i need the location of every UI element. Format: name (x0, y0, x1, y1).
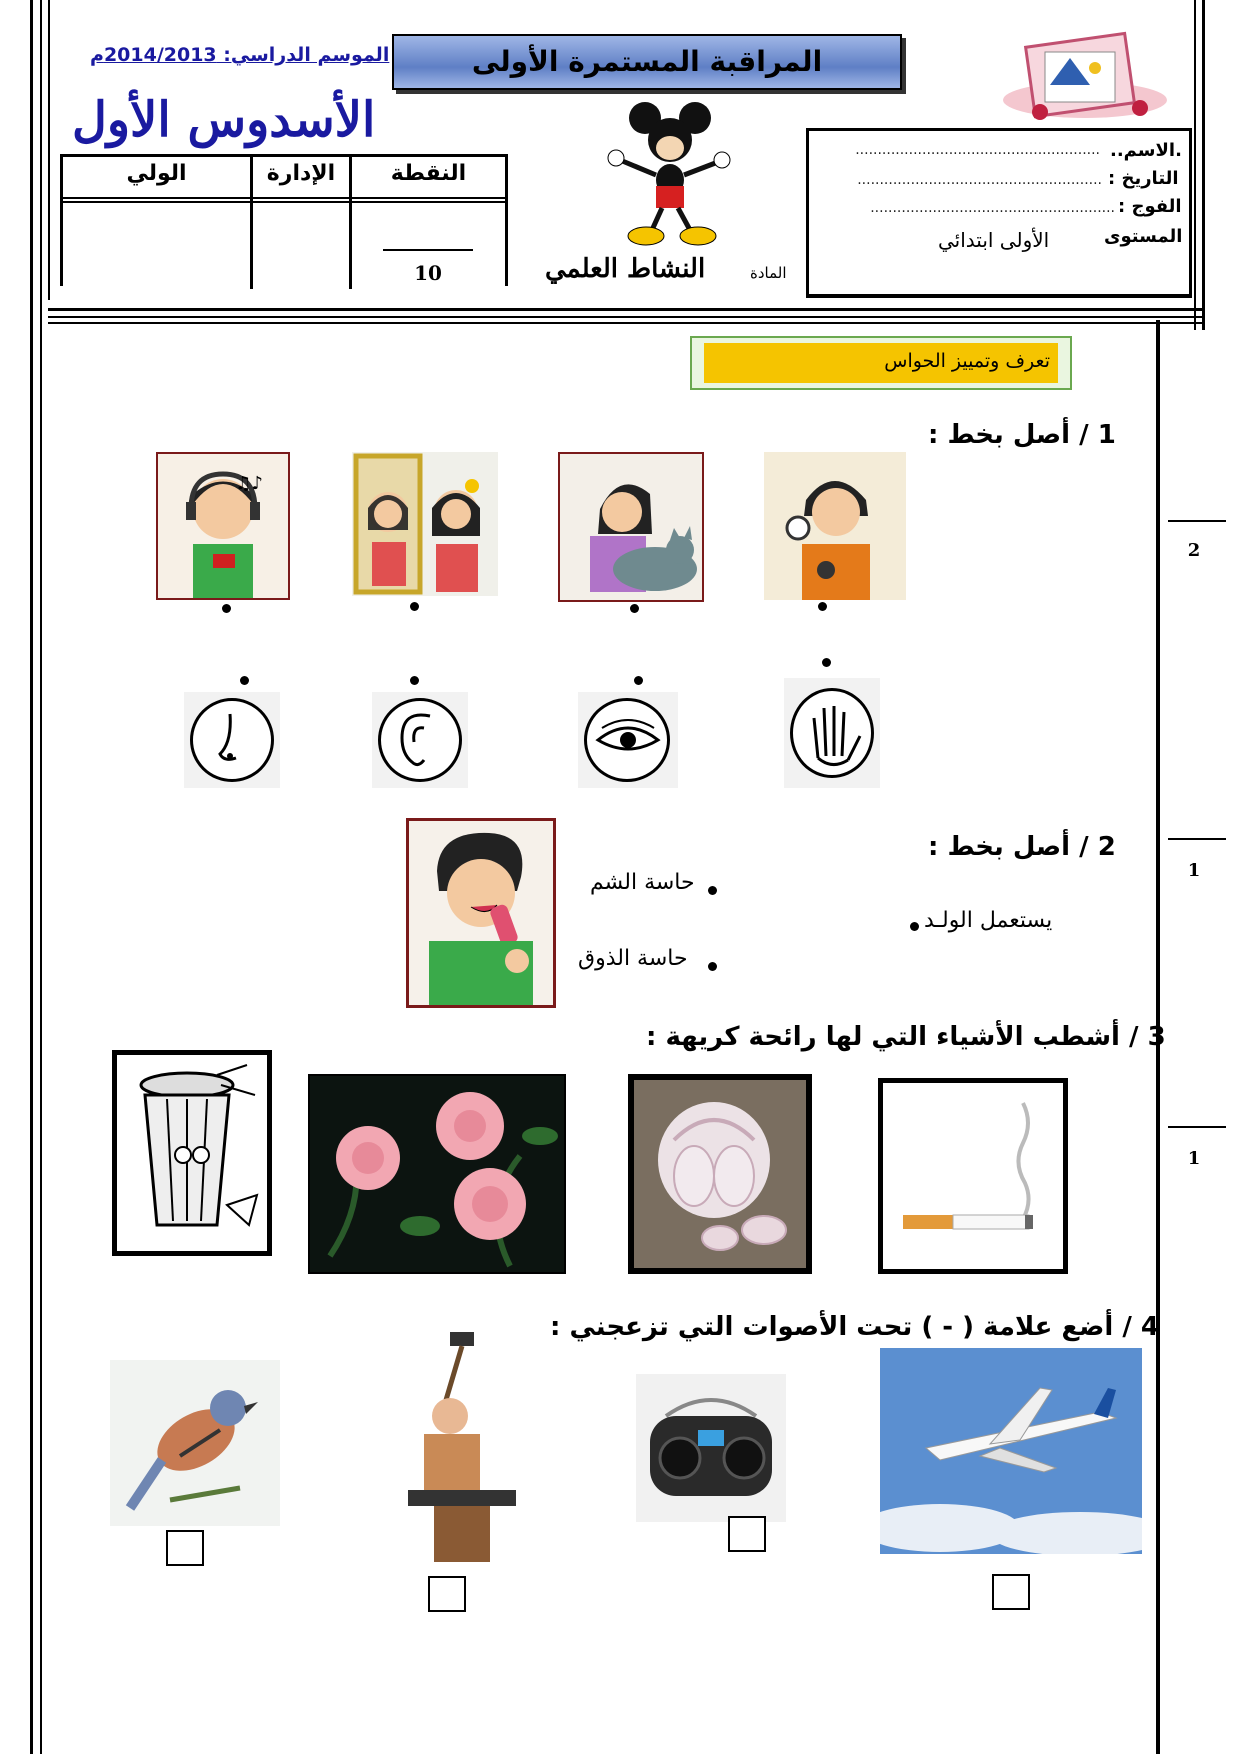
school-logo-icon (1000, 30, 1170, 122)
q2-option-smell: حاسة الشم (590, 870, 695, 895)
boy-icecream-icon (406, 818, 556, 1008)
q2-dot-taste[interactable] (708, 962, 717, 971)
q1-dot-bottom-3[interactable] (634, 676, 643, 685)
q1-dot-bottom-4[interactable] (822, 658, 831, 667)
group-label: الفوج : (1118, 196, 1182, 217)
trash-can-icon (112, 1050, 272, 1256)
girl-cat-icon (558, 452, 704, 602)
boy-watch-icon (764, 452, 906, 600)
col-parent-header: الولي (126, 161, 187, 186)
q3-mark-line (1168, 1126, 1226, 1128)
checkbox-bird[interactable] (166, 1530, 204, 1566)
nose-icon (184, 692, 280, 788)
subject-name: النشاط العلمي (545, 254, 706, 284)
q2-dot-boy[interactable] (910, 922, 919, 931)
grade-table (60, 154, 508, 286)
school-season: الموسم الدراسي: 2014/2013م (90, 44, 390, 66)
col-admin-header: الإدارة (266, 161, 336, 186)
date-label: التاريخ : (1108, 168, 1179, 189)
grade-total: 10 (414, 261, 442, 285)
q1-dot-bottom-1[interactable] (240, 676, 249, 685)
q1-dot-bottom-2[interactable] (410, 676, 419, 685)
col-grade-header: النقطة (390, 161, 467, 186)
cigarette-icon (878, 1078, 1068, 1274)
term-title: الأسدوس الأول (72, 92, 376, 148)
hand-icon (784, 678, 880, 788)
eye-icon (578, 692, 678, 788)
checkbox-blacksmith[interactable] (428, 1576, 466, 1612)
garlic-icon (628, 1074, 812, 1274)
roses-icon (308, 1074, 566, 1274)
q1-dot-top-3[interactable] (630, 604, 639, 613)
q1-dot-top-2[interactable] (410, 602, 419, 611)
q1-dot-top-1[interactable] (222, 604, 231, 613)
boy-headphones-icon (156, 452, 290, 600)
level-label: المستوى (1104, 226, 1183, 247)
name-label: .الاسم.. (1110, 140, 1182, 161)
topic-text: تعرف وتمييز الحواس (704, 343, 1058, 383)
header-bottom-line (48, 308, 1205, 311)
exam-title: المراقبة المستمرة الأولى (471, 45, 823, 78)
q2-dot-smell[interactable] (708, 886, 717, 895)
level-value: الأولى ابتدائي (938, 228, 1050, 252)
q2-title: 2 / أصل بخط : (928, 832, 1116, 862)
checkbox-radio[interactable] (728, 1516, 766, 1552)
blacksmith-icon (390, 1330, 530, 1566)
group-field[interactable]: ....................................................... (870, 200, 1115, 216)
right-border (1202, 0, 1205, 330)
q2-option-taste: حاسة الذوق (578, 946, 688, 971)
q2-mark: 1 (1187, 860, 1201, 881)
right-border-inner (1194, 0, 1196, 330)
header-bottom-line-3 (48, 322, 1205, 324)
q2-right-phrase: يستعمل الولـد (924, 908, 1053, 933)
mickey-mouse-icon (600, 100, 740, 250)
q2-mark-line (1168, 838, 1226, 840)
svg-text:♪♫: ♪♫ (235, 473, 263, 494)
q1-title: 1 / أصل بخط : (928, 420, 1116, 450)
topic-banner (690, 336, 1072, 390)
q1-dot-top-4[interactable] (818, 602, 827, 611)
left-border-inner (40, 0, 42, 1754)
subject-label: المادة (750, 264, 787, 282)
left-border (30, 0, 33, 1754)
header-bottom-line-2 (48, 316, 1205, 318)
q4-title: 4 / أضع علامة ( - ) تحت الأصوات التي تزعجني : (550, 1312, 1159, 1342)
girl-mirror-icon (352, 452, 498, 596)
date-field[interactable]: ....................................................... (857, 172, 1102, 188)
q3-title: 3 / أشطب الأشياء التي لها رائحة كريهة : (646, 1022, 1166, 1052)
name-field[interactable]: ....................................................... (855, 142, 1100, 158)
checkbox-airplane[interactable] (992, 1574, 1030, 1610)
bird-icon (110, 1360, 280, 1526)
radio-icon (636, 1374, 786, 1522)
q3-mark: 1 (1187, 1148, 1201, 1169)
airplane-icon (880, 1348, 1142, 1554)
q1-mark: 2 (1187, 540, 1201, 561)
grade-fraction-line (383, 249, 473, 251)
q1-mark-line (1168, 520, 1226, 522)
left-border-inner2 (48, 0, 50, 300)
exam-title-banner (392, 34, 902, 90)
ear-icon (372, 692, 468, 788)
